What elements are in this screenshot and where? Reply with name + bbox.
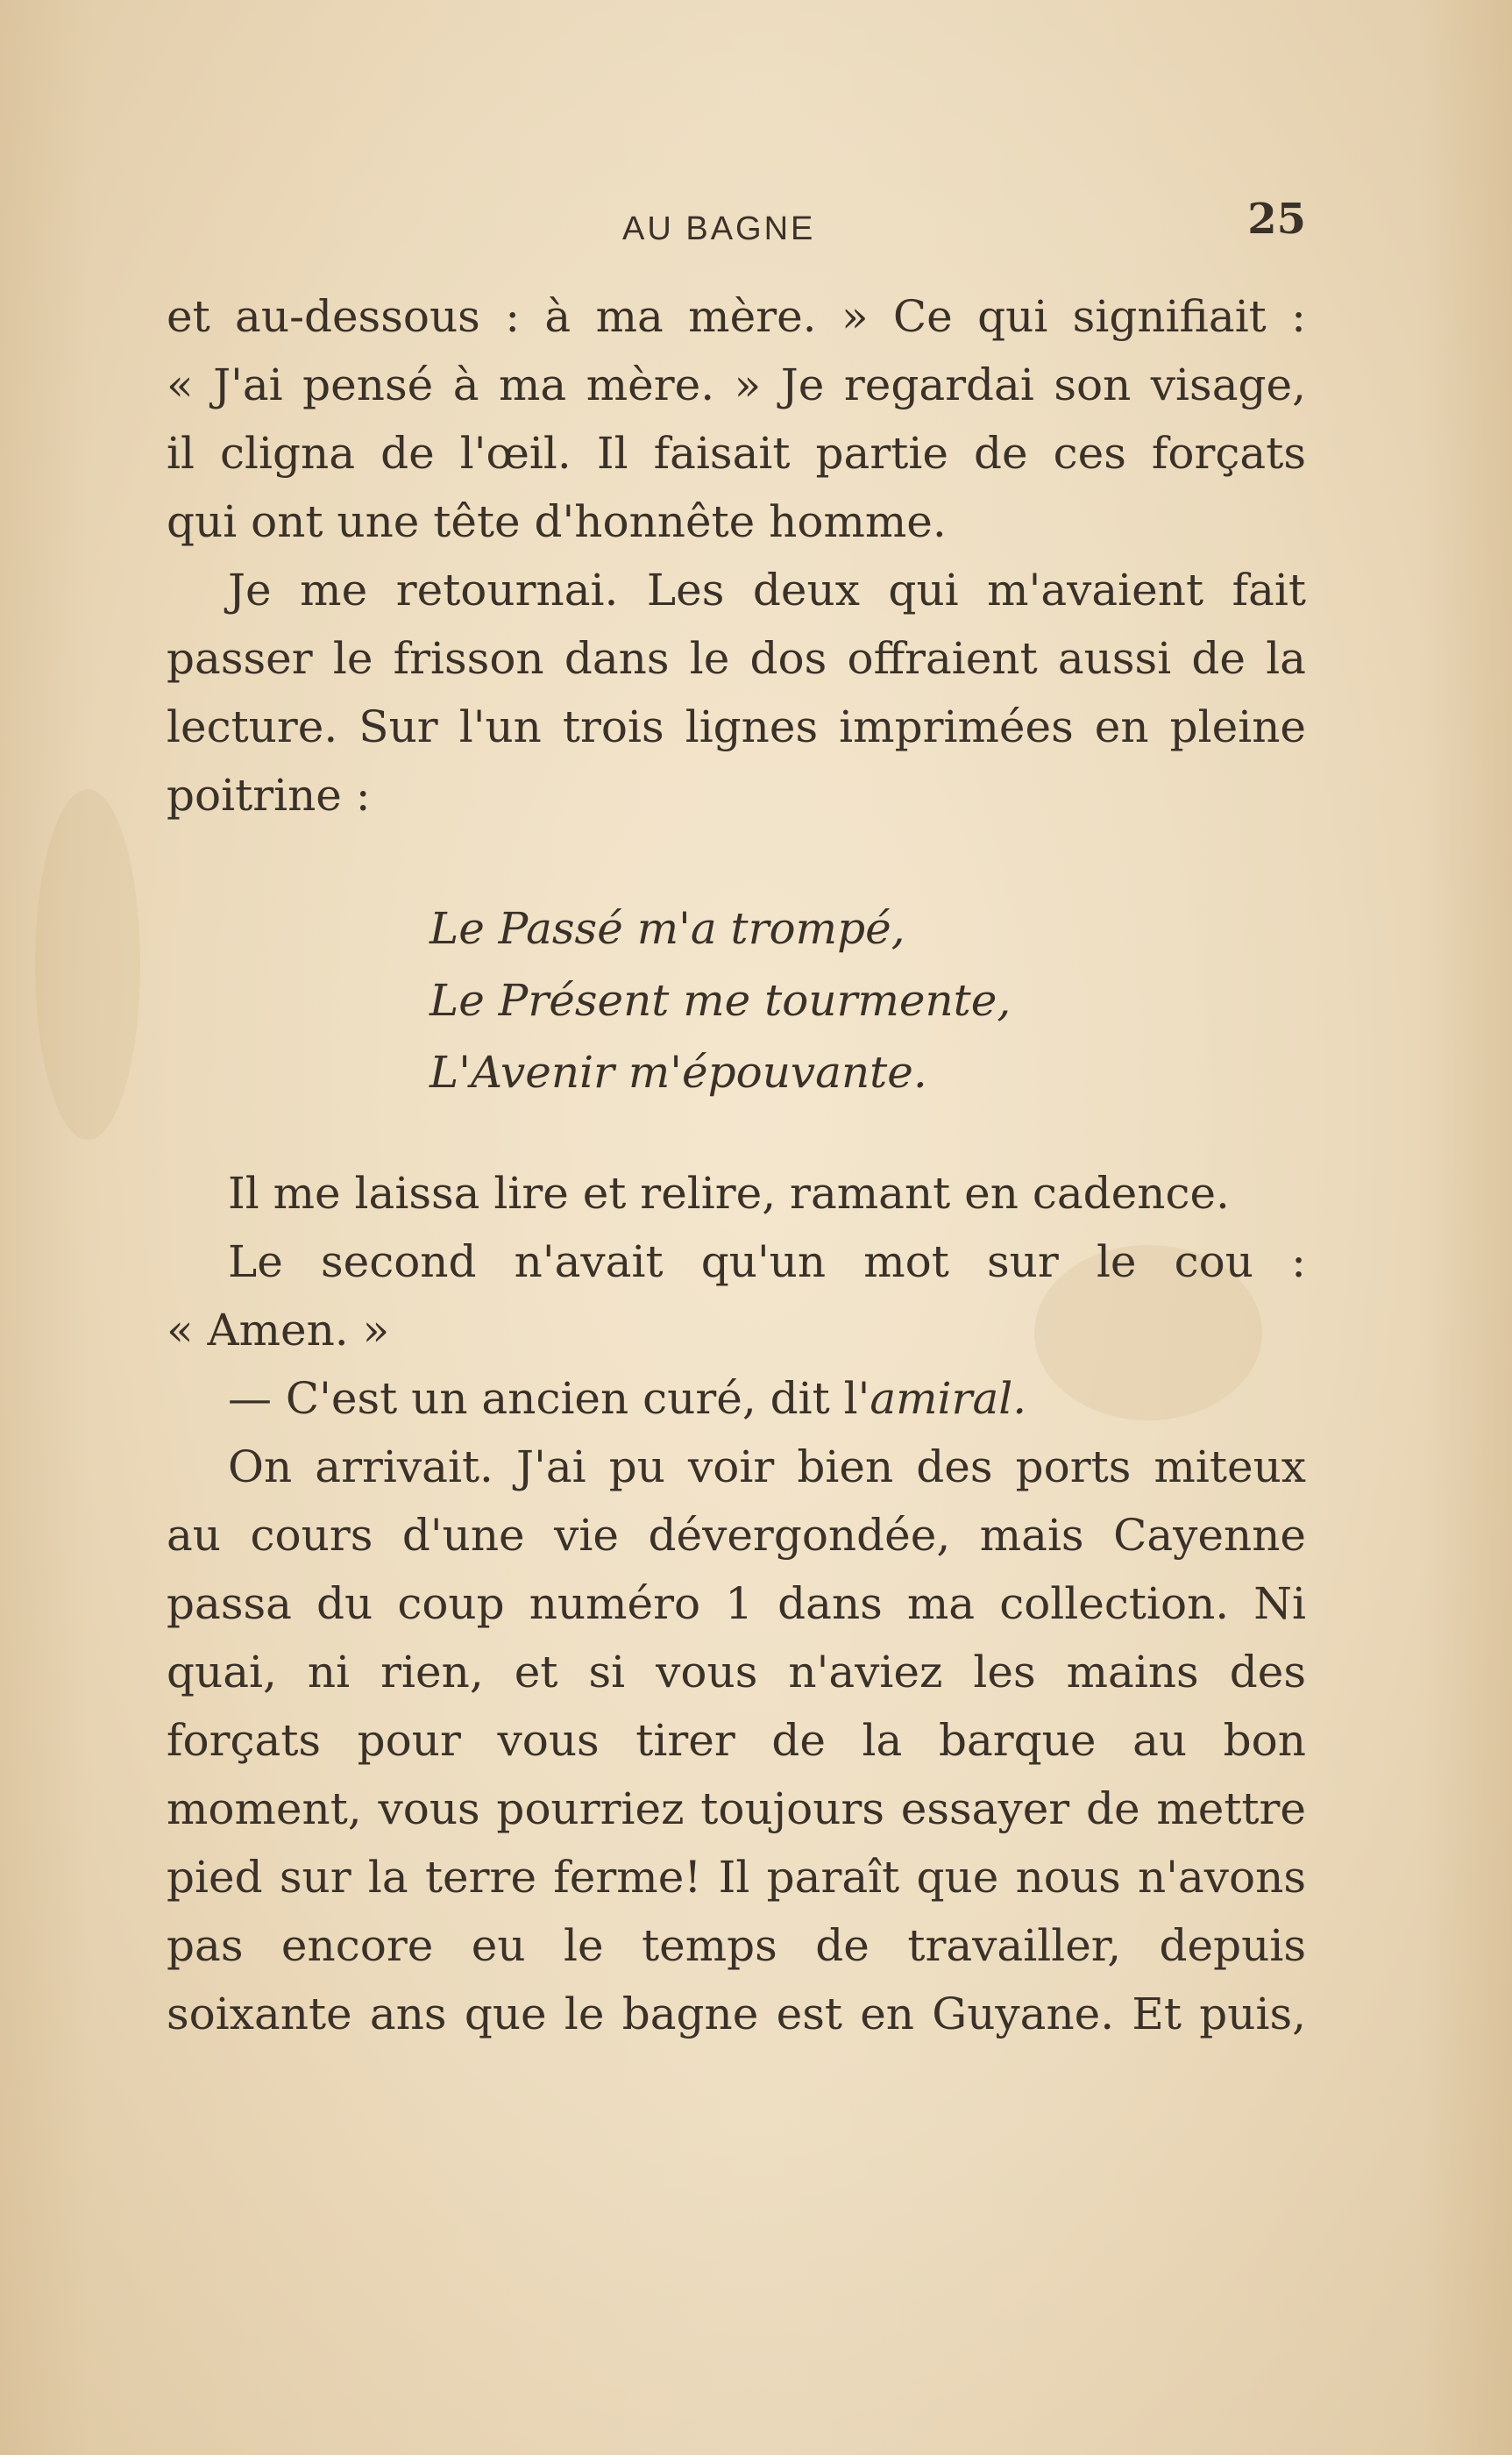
text-line: quai, ni rien, et si vous n'aviez les mains des bbox=[167, 1647, 1306, 1697]
text-line: pas encore eu le temps de travailler, depuis bbox=[167, 1920, 1306, 1971]
text-line: lecture. Sur l'un trois lignes imprimées en pleine bbox=[167, 701, 1306, 752]
verse-line: L'Avenir m'épouvante. bbox=[429, 1047, 927, 1098]
text-line: On arrivait. J'ai pu voir bien des ports miteux bbox=[228, 1441, 1306, 1492]
verse-line: Le Présent me tourmente, bbox=[429, 975, 1012, 1026]
text-line: passer le frisson dans le dos offraient aussi de la bbox=[167, 633, 1306, 684]
text-line: soixante ans que le bagne est en Guyane. Et puis, bbox=[167, 1989, 1306, 2039]
dialogue-italic: amiral. bbox=[870, 1373, 1027, 1424]
text-line: Il me laissa lire et relire, ramant en cadence. bbox=[228, 1168, 1230, 1219]
verse-block bbox=[167, 893, 1306, 1108]
text-line: et au-dessous : à ma mère. » Ce qui signifiait : bbox=[167, 291, 1306, 342]
text-line: qui ont une tête d'honnête homme. bbox=[167, 496, 947, 547]
text-line: poitrine : bbox=[167, 770, 371, 821]
page-header bbox=[167, 195, 1306, 256]
paper-stain bbox=[35, 789, 140, 1140]
text-line: Le second n'avait qu'un mot sur le cou : bbox=[228, 1236, 1306, 1287]
text-line: il cligna de l'œil. Il faisait partie de ces forçats bbox=[167, 428, 1306, 479]
text-line: au cours d'une vie dévergondée, mais Cayenne bbox=[167, 1510, 1306, 1561]
text-line: « Amen. » bbox=[167, 1305, 390, 1356]
text-line bbox=[167, 1364, 1306, 1433]
text-line: Je me retournai. Les deux qui m'avaient fait bbox=[228, 565, 1306, 616]
body-text bbox=[167, 282, 1306, 2048]
text-line: pied sur la terre ferme! Il paraît que nous n'avons bbox=[167, 1852, 1306, 1903]
page-number: 25 bbox=[1247, 195, 1306, 244]
running-head: AU BAGNE bbox=[622, 210, 816, 247]
text-line: moment, vous pourriez toujours essayer de mettre bbox=[167, 1783, 1306, 1834]
text-line: « J'ai pensé à ma mère. » Je regardai son visage, bbox=[167, 359, 1306, 410]
verse-line: Le Passé m'a trompé, bbox=[429, 903, 905, 954]
text-line: passa du coup numéro 1 dans ma collection. Ni bbox=[167, 1578, 1306, 1629]
text-line: forçats pour vous tirer de la barque au bon bbox=[167, 1715, 1306, 1766]
dialogue-text: — C'est un ancien curé, dit l' bbox=[228, 1373, 870, 1424]
